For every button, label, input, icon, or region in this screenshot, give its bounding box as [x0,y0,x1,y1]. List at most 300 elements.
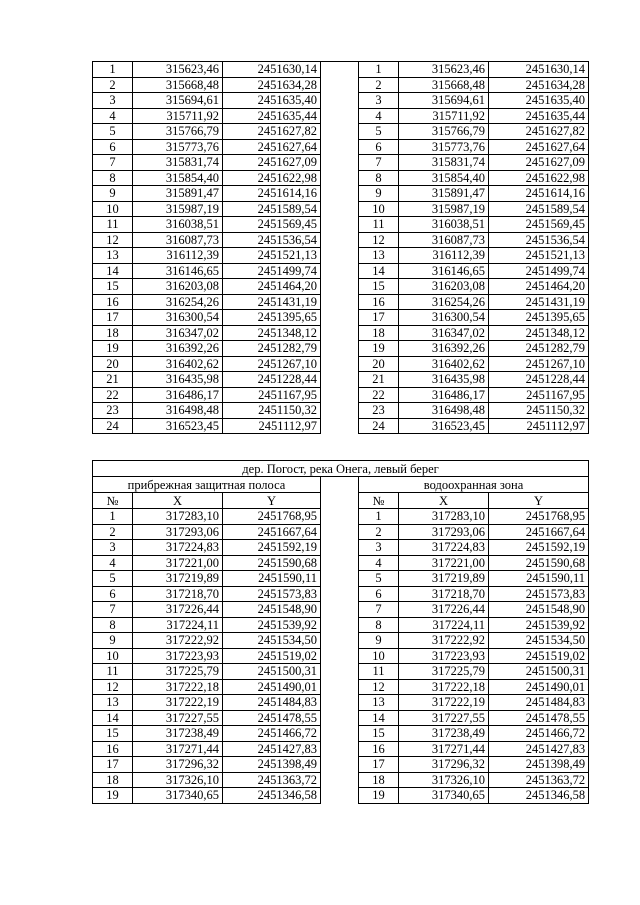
table-row [93,155,589,171]
left-y-value: 2451630,14 [223,62,321,78]
right-y-value: 2451398,49 [489,757,589,773]
left-x-value: 316498,48 [133,403,223,419]
left-y-value: 2451589,54 [223,201,321,217]
left-y-value: 2451569,45 [223,217,321,233]
table-row [93,710,589,726]
right-x-header: X [399,493,489,509]
right-x-value: 315694,61 [399,93,489,109]
left-y-value: 2451627,64 [223,139,321,155]
column-gap [321,586,359,602]
right-point-number: 23 [359,403,399,419]
left-x-value: 315987,19 [133,201,223,217]
column-gap [321,387,359,403]
right-point-number: 2 [359,77,399,93]
right-y-value: 2451466,72 [489,726,589,742]
right-x-value: 316087,73 [399,232,489,248]
left-x-value: 315623,46 [133,62,223,78]
left-point-number: 13 [93,695,133,711]
coordinates-table-1-body [93,62,589,434]
right-point-number: 1 [359,62,399,78]
left-x-value: 317222,19 [133,695,223,711]
left-point-number: 10 [93,201,133,217]
left-point-number: 6 [93,139,133,155]
right-y-header: Y [489,493,589,509]
left-x-value: 317221,00 [133,555,223,571]
left-point-number: 7 [93,155,133,171]
column-gap [321,648,359,664]
column-gap [321,124,359,140]
left-y-value: 2451635,40 [223,93,321,109]
table-row [93,372,589,388]
left-x-value: 316203,08 [133,279,223,295]
right-y-value: 2451346,58 [489,788,589,804]
right-point-number: 7 [359,602,399,618]
right-point-number: 16 [359,741,399,757]
right-y-value: 2451348,12 [489,325,589,341]
right-x-value: 317218,70 [399,586,489,602]
left-y-value: 2451548,90 [223,602,321,618]
left-x-value: 316087,73 [133,232,223,248]
left-y-value: 2451167,95 [223,387,321,403]
column-header-row [93,493,589,509]
left-y-value: 2451348,12 [223,325,321,341]
column-gap [321,524,359,540]
left-y-value: 2451622,98 [223,170,321,186]
left-x-value: 316486,17 [133,387,223,403]
coordinates-section-1 [92,61,588,434]
table-row [93,403,589,419]
right-y-value: 2451627,82 [489,124,589,140]
left-point-number: 8 [93,617,133,633]
right-point-number: 9 [359,186,399,202]
shore-protection-strip-label: прибрежная защитная полоса [93,477,321,493]
left-x-value: 316402,62 [133,356,223,372]
right-x-value: 317340,65 [399,788,489,804]
column-gap [321,710,359,726]
right-x-value: 316038,51 [399,217,489,233]
left-point-number: 12 [93,679,133,695]
left-y-value: 2451478,55 [223,710,321,726]
left-x-value: 317293,06 [133,524,223,540]
right-x-value: 316254,26 [399,294,489,310]
left-y-value: 2451267,10 [223,356,321,372]
column-gap [321,509,359,525]
left-point-number: 2 [93,524,133,540]
left-point-number: 17 [93,757,133,773]
left-y-value: 2451573,83 [223,586,321,602]
left-x-value: 316435,98 [133,372,223,388]
table-row [93,387,589,403]
right-point-number: 14 [359,710,399,726]
right-point-number: 4 [359,108,399,124]
water-protection-zone-label: водоохранная зона [359,477,589,493]
column-gap [321,108,359,124]
right-point-number: 17 [359,757,399,773]
left-y-value: 2451282,79 [223,341,321,357]
table-row [93,695,589,711]
right-y-value: 2451521,13 [489,248,589,264]
left-x-value: 315711,92 [133,108,223,124]
left-y-value: 2451112,97 [223,418,321,434]
table-row [93,294,589,310]
left-y-value: 2451635,44 [223,108,321,124]
left-x-value: 317238,49 [133,726,223,742]
right-y-value: 2451282,79 [489,341,589,357]
left-x-value: 317223,93 [133,648,223,664]
right-y-value: 2451500,31 [489,664,589,680]
right-point-number: 19 [359,341,399,357]
table-row [93,586,589,602]
left-x-value: 315854,40 [133,170,223,186]
coordinates-section-2 [92,460,588,804]
table-row [93,509,589,525]
column-gap [321,139,359,155]
table-row [93,772,589,788]
left-point-number: 21 [93,372,133,388]
right-x-value: 316523,45 [399,418,489,434]
right-y-value: 2451499,74 [489,263,589,279]
left-point-number: 5 [93,124,133,140]
left-x-value: 315694,61 [133,93,223,109]
right-point-number: 2 [359,524,399,540]
right-point-number: 1 [359,509,399,525]
left-y-value: 2451150,32 [223,403,321,419]
left-point-number: 14 [93,263,133,279]
right-y-value: 2451536,54 [489,232,589,248]
left-x-value: 315766,79 [133,124,223,140]
left-number-header: № [93,493,133,509]
right-y-value: 2451630,14 [489,62,589,78]
left-point-number: 9 [93,186,133,202]
left-point-number: 11 [93,217,133,233]
right-x-value: 315831,74 [399,155,489,171]
left-x-value: 317219,89 [133,571,223,587]
right-y-value: 2451635,40 [489,93,589,109]
left-y-value: 2451667,64 [223,524,321,540]
right-x-value: 316112,39 [399,248,489,264]
column-gap [321,77,359,93]
section-title-row [93,461,589,477]
right-x-value: 317293,06 [399,524,489,540]
right-point-number: 24 [359,418,399,434]
left-x-value: 317340,65 [133,788,223,804]
left-point-number: 16 [93,741,133,757]
left-y-value: 2451592,19 [223,540,321,556]
column-gap [321,170,359,186]
right-x-value: 315987,19 [399,201,489,217]
left-y-value: 2451536,54 [223,232,321,248]
table-row [93,201,589,217]
left-x-header: X [133,493,223,509]
right-point-number: 8 [359,617,399,633]
left-y-value: 2451431,19 [223,294,321,310]
column-gap [321,602,359,618]
table-row [93,726,589,742]
left-y-value: 2451634,28 [223,77,321,93]
column-gap [321,279,359,295]
left-x-value: 317296,32 [133,757,223,773]
column-gap [321,679,359,695]
right-x-value: 316203,08 [399,279,489,295]
coordinates-table-1 [92,61,589,434]
left-x-value: 315891,47 [133,186,223,202]
right-point-number: 13 [359,695,399,711]
right-x-value: 316486,17 [399,387,489,403]
left-y-value: 2451427,83 [223,741,321,757]
column-gap [321,571,359,587]
left-point-number: 16 [93,294,133,310]
right-y-value: 2451395,65 [489,310,589,326]
left-point-number: 4 [93,555,133,571]
table-row [93,325,589,341]
column-gap [321,772,359,788]
left-x-value: 316523,45 [133,418,223,434]
left-y-header: Y [223,493,321,509]
right-y-value: 2451484,83 [489,695,589,711]
column-gap [321,217,359,233]
left-x-value: 316254,26 [133,294,223,310]
column-gap [321,617,359,633]
left-y-value: 2451521,13 [223,248,321,264]
left-x-value: 316146,65 [133,263,223,279]
left-point-number: 11 [93,664,133,680]
column-gap [321,186,359,202]
left-y-value: 2451590,68 [223,555,321,571]
table-row [93,356,589,372]
left-x-value: 315831,74 [133,155,223,171]
right-x-value: 317222,92 [399,633,489,649]
right-point-number: 15 [359,279,399,295]
right-point-number: 5 [359,124,399,140]
right-x-value: 317222,19 [399,695,489,711]
table-row [93,232,589,248]
zone-label-row [93,477,589,493]
right-y-value: 2451478,55 [489,710,589,726]
table-row [93,571,589,587]
table-row [93,741,589,757]
right-y-value: 2451573,83 [489,586,589,602]
right-y-value: 2451431,19 [489,294,589,310]
right-y-value: 2451590,68 [489,555,589,571]
right-point-number: 8 [359,170,399,186]
right-x-value: 317283,10 [399,509,489,525]
right-x-value: 317227,55 [399,710,489,726]
right-y-value: 2451627,64 [489,139,589,155]
right-x-value: 317224,11 [399,617,489,633]
left-y-value: 2451466,72 [223,726,321,742]
left-point-number: 12 [93,232,133,248]
right-x-value: 316392,26 [399,341,489,357]
right-point-number: 15 [359,726,399,742]
right-x-value: 315668,48 [399,77,489,93]
table-row [93,139,589,155]
right-point-number: 7 [359,155,399,171]
left-point-number: 3 [93,540,133,556]
right-x-value: 316498,48 [399,403,489,419]
right-x-value: 316347,02 [399,325,489,341]
left-point-number: 18 [93,772,133,788]
column-gap [321,356,359,372]
left-y-value: 2451363,72 [223,772,321,788]
right-x-value: 317224,83 [399,540,489,556]
right-number-header: № [359,493,399,509]
right-y-value: 2451590,11 [489,571,589,587]
right-point-number: 5 [359,571,399,587]
table-row [93,124,589,140]
left-y-value: 2451500,31 [223,664,321,680]
right-point-number: 22 [359,387,399,403]
right-y-value: 2451490,01 [489,679,589,695]
table-row [93,633,589,649]
right-y-value: 2451112,97 [489,418,589,434]
table-row [93,788,589,804]
table-row [93,310,589,326]
right-x-value: 316146,65 [399,263,489,279]
left-x-value: 317222,18 [133,679,223,695]
left-y-value: 2451534,50 [223,633,321,649]
left-x-value: 316300,54 [133,310,223,326]
right-point-number: 17 [359,310,399,326]
right-point-number: 12 [359,679,399,695]
right-point-number: 3 [359,540,399,556]
section-title: дер. Погост, река Онега, левый берег [93,461,589,477]
left-x-value: 317326,10 [133,772,223,788]
table-row [93,648,589,664]
left-point-number: 24 [93,418,133,434]
column-gap [321,263,359,279]
right-y-value: 2451592,19 [489,540,589,556]
right-point-number: 21 [359,372,399,388]
left-x-value: 317227,55 [133,710,223,726]
left-y-value: 2451539,92 [223,617,321,633]
left-x-value: 316347,02 [133,325,223,341]
table-row [93,602,589,618]
column-gap [321,341,359,357]
left-x-value: 317283,10 [133,509,223,525]
left-y-value: 2451590,11 [223,571,321,587]
left-point-number: 23 [93,403,133,419]
right-x-value: 315891,47 [399,186,489,202]
column-gap [321,403,359,419]
table-row [93,617,589,633]
left-y-value: 2451464,20 [223,279,321,295]
left-point-number: 17 [93,310,133,326]
right-x-value: 315773,76 [399,139,489,155]
right-y-value: 2451635,44 [489,108,589,124]
left-x-value: 315773,76 [133,139,223,155]
left-y-value: 2451519,02 [223,648,321,664]
left-x-value: 317224,83 [133,540,223,556]
left-x-value: 316038,51 [133,217,223,233]
left-point-number: 22 [93,387,133,403]
table-row [93,540,589,556]
right-point-number: 9 [359,633,399,649]
column-gap [321,93,359,109]
right-y-value: 2451519,02 [489,648,589,664]
left-y-value: 2451484,83 [223,695,321,711]
column-gap [321,726,359,742]
table-row [93,555,589,571]
right-point-number: 20 [359,356,399,372]
column-gap [321,477,359,493]
right-point-number: 10 [359,648,399,664]
left-point-number: 6 [93,586,133,602]
table-row [93,93,589,109]
left-y-value: 2451768,95 [223,509,321,525]
left-point-number: 5 [93,571,133,587]
table-row [93,524,589,540]
left-point-number: 7 [93,602,133,618]
right-x-value: 317225,79 [399,664,489,680]
right-x-value: 315766,79 [399,124,489,140]
right-x-value: 317223,93 [399,648,489,664]
left-x-value: 315668,48 [133,77,223,93]
column-gap [321,201,359,217]
column-gap [321,633,359,649]
column-gap [321,788,359,804]
column-gap [321,418,359,434]
right-x-value: 317238,49 [399,726,489,742]
table-row [93,77,589,93]
right-y-value: 2451228,44 [489,372,589,388]
right-y-value: 2451363,72 [489,772,589,788]
right-y-value: 2451614,16 [489,186,589,202]
left-point-number: 18 [93,325,133,341]
left-x-value: 316392,26 [133,341,223,357]
right-point-number: 4 [359,555,399,571]
right-x-value: 317296,32 [399,757,489,773]
right-x-value: 317219,89 [399,571,489,587]
table-row [93,62,589,78]
table-row [93,664,589,680]
right-y-value: 2451627,09 [489,155,589,171]
right-x-value: 317226,44 [399,602,489,618]
right-y-value: 2451589,54 [489,201,589,217]
column-gap [321,741,359,757]
right-y-value: 2451150,32 [489,403,589,419]
table-row [93,248,589,264]
right-y-value: 2451464,20 [489,279,589,295]
right-point-number: 14 [359,263,399,279]
left-y-value: 2451627,09 [223,155,321,171]
left-y-value: 2451228,44 [223,372,321,388]
left-point-number: 4 [93,108,133,124]
left-point-number: 2 [93,77,133,93]
left-x-value: 317225,79 [133,664,223,680]
right-point-number: 11 [359,664,399,680]
column-gap [321,695,359,711]
left-y-value: 2451614,16 [223,186,321,202]
right-y-value: 2451622,98 [489,170,589,186]
right-point-number: 18 [359,325,399,341]
right-point-number: 18 [359,772,399,788]
left-point-number: 15 [93,279,133,295]
left-point-number: 15 [93,726,133,742]
left-x-value: 317222,92 [133,633,223,649]
right-y-value: 2451768,95 [489,509,589,525]
left-point-number: 20 [93,356,133,372]
table-row [93,341,589,357]
right-x-value: 316435,98 [399,372,489,388]
column-gap [321,62,359,78]
right-x-value: 316300,54 [399,310,489,326]
left-x-value: 317271,44 [133,741,223,757]
left-x-value: 317218,70 [133,586,223,602]
right-point-number: 11 [359,217,399,233]
column-gap [321,232,359,248]
column-gap [321,493,359,509]
left-point-number: 8 [93,170,133,186]
